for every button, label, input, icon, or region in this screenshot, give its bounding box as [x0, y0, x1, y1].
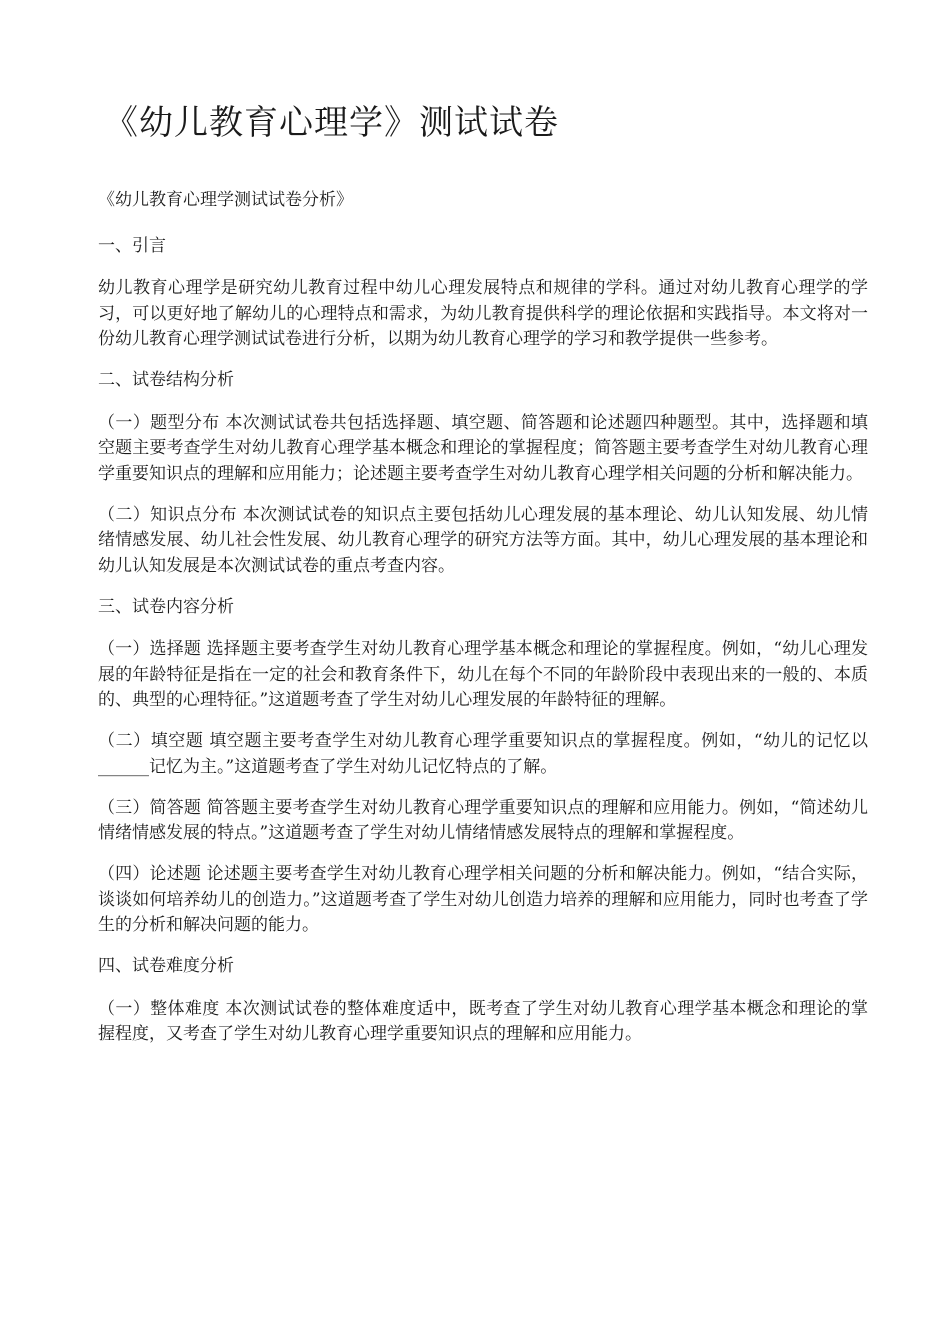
document-body [98, 188, 868, 1063]
paragraph-multiple-choice: （一）选择题 选择题主要考查学生对幼儿教育心理学基本概念和理论的掌握程度。例如，“幼儿心理发展的年龄特征是指在一定的社会和教育条件下，幼儿在每个不同的年龄阶段中表现出来的一般的、本质的、典型的心理特征。”这道题考查了学生对幼儿心理发展的年龄特征的理解。 [98, 639, 868, 710]
section-heading-difficulty: 四、试卷难度分析 [98, 956, 234, 976]
paragraph-intro: 幼儿教育心理学是研究幼儿教育过程中幼儿心理发展特点和规律的学科。通过对幼儿教育心理学的学习，可以更好地了解幼儿的心理特点和需求，为幼儿教育提供科学的理论依据和实践指导。本文将对一份幼儿教育心理学测试试卷进行分析，以期为幼儿教育心理学的学习和教学提供一些参考。 [98, 278, 868, 349]
section-heading-intro: 一、引言 [98, 235, 166, 256]
document-subtitle: 《幼儿教育心理学测试试卷分析》 [98, 190, 353, 210]
section-heading-content: 三、试卷内容分析 [98, 596, 234, 617]
paragraph-overall-difficulty: （一）整体难度 本次测试试卷的整体难度适中，既考查了学生对幼儿教育心理学基本概念和理论的掌握程度，又考查了学生对幼儿教育心理学重要知识点的理解和应用能力。 [98, 998, 868, 1044]
paragraph-essay: （四）论述题 论述题主要考查学生对幼儿教育心理学相关问题的分析和解决能力。例如，“结合实际，谈谈如何培养幼儿的创造力。”这道题考查了学生对幼儿创造力培养的理解和应用能力，同时也考查了学生的分析和解决问题的能力。 [98, 864, 868, 935]
document-title: 《幼儿教育心理学》测试试卷 [104, 103, 559, 143]
paragraph-question-types: （一）题型分布 本次测试试卷共包括选择题、填空题、简答题和论述题四种题型。其中，选择题和填空题主要考查学生对幼儿教育心理学基本概念和理论的掌握程度；简答题主要考查学生对幼儿教育心理学重要知识点的理解和应用能力；论述题主要考查学生对幼儿教育心理学相关问题的分析和解决能力。 [98, 412, 868, 484]
paragraph-fill-blank: （二）填空题 填空题主要考查学生对幼儿教育心理学重要知识点的掌握程度。例如，“幼儿的记忆以______记忆为主。”这道题考查了学生对幼儿记忆特点的了解。 [98, 731, 868, 777]
section-heading-structure: 二、试卷结构分析 [98, 370, 234, 390]
paragraph-short-answer: （三）简答题 简答题主要考查学生对幼儿教育心理学重要知识点的理解和应用能力。例如，“简述幼儿情绪情感发展的特点。”这道题考查了学生对幼儿情绪情感发展特点的理解和掌握程度。 [98, 797, 868, 843]
paragraph-knowledge-points: （二）知识点分布 本次测试试卷的知识点主要包括幼儿心理发展的基本理论、幼儿认知发展、幼儿情绪情感发展、幼儿社会性发展、幼儿教育心理学的研究方法等方面。其中，幼儿心理发展的基本理论和幼儿认知发展是本次测试试卷的重点考查内容。 [98, 504, 868, 576]
